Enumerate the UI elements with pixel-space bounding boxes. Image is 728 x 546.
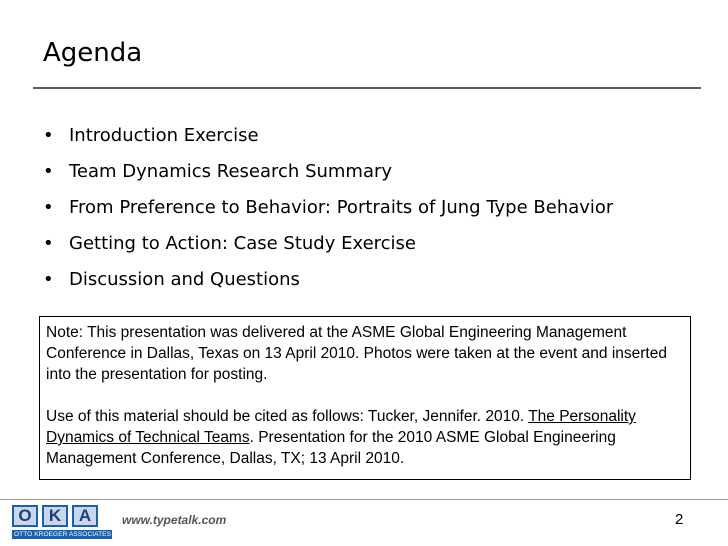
citation-paragraph xyxy=(46,406,684,469)
agenda-item-label: Introduction Exercise xyxy=(69,125,259,146)
agenda-item xyxy=(43,226,613,262)
citation-title-link[interactable]: The Personality Dynamics of Technical Teams xyxy=(46,408,636,446)
agenda-item-label: Getting to Action: Case Study Exercise xyxy=(69,233,417,254)
agenda-item-label: From Preference to Behavior: Portraits of Jung Type Behavior xyxy=(69,197,614,218)
logo-tagline: OTTO KROEGER ASSOCIATES xyxy=(14,531,112,538)
agenda-item-label: Discussion and Questions xyxy=(69,269,300,290)
agenda-item xyxy=(43,154,613,190)
agenda-list xyxy=(43,118,613,298)
website-link[interactable]: www.typetalk.com xyxy=(122,513,227,527)
title-divider xyxy=(33,87,701,89)
agenda-item xyxy=(43,118,613,154)
logo-letter: A xyxy=(72,505,98,527)
bullet-icon: • xyxy=(43,197,54,218)
footer-divider xyxy=(0,499,728,500)
page-number: 2 xyxy=(675,511,684,528)
oka-logo xyxy=(12,505,112,540)
slide-title: Agenda xyxy=(43,38,143,68)
logo-letter: K xyxy=(42,505,68,527)
citation-prefix: Use of this material should be cited as follows: Tucker, Jennifer. 2010. xyxy=(46,408,529,425)
bullet-icon: • xyxy=(43,269,54,290)
bullet-icon: • xyxy=(43,161,54,182)
bullet-icon: • xyxy=(43,125,54,146)
agenda-item-label: Team Dynamics Research Summary xyxy=(69,161,393,182)
agenda-item xyxy=(43,262,613,298)
presentation-note-box xyxy=(39,316,691,480)
agenda-item xyxy=(43,190,613,226)
bullet-icon: • xyxy=(43,233,54,254)
citation-suffix: . Presentation for the 2010 ASME Global Engineering Management Conference, Dallas, TX; 13 April 2010. xyxy=(46,429,616,467)
logo-letter: O xyxy=(12,505,38,527)
note-paragraph: Note: This presentation was delivered at the ASME Global Engineering Management Conference in Dallas, Texas on 13 April 2010. Photos were taken at the event and inserted into the presentation for posting. xyxy=(46,324,667,383)
